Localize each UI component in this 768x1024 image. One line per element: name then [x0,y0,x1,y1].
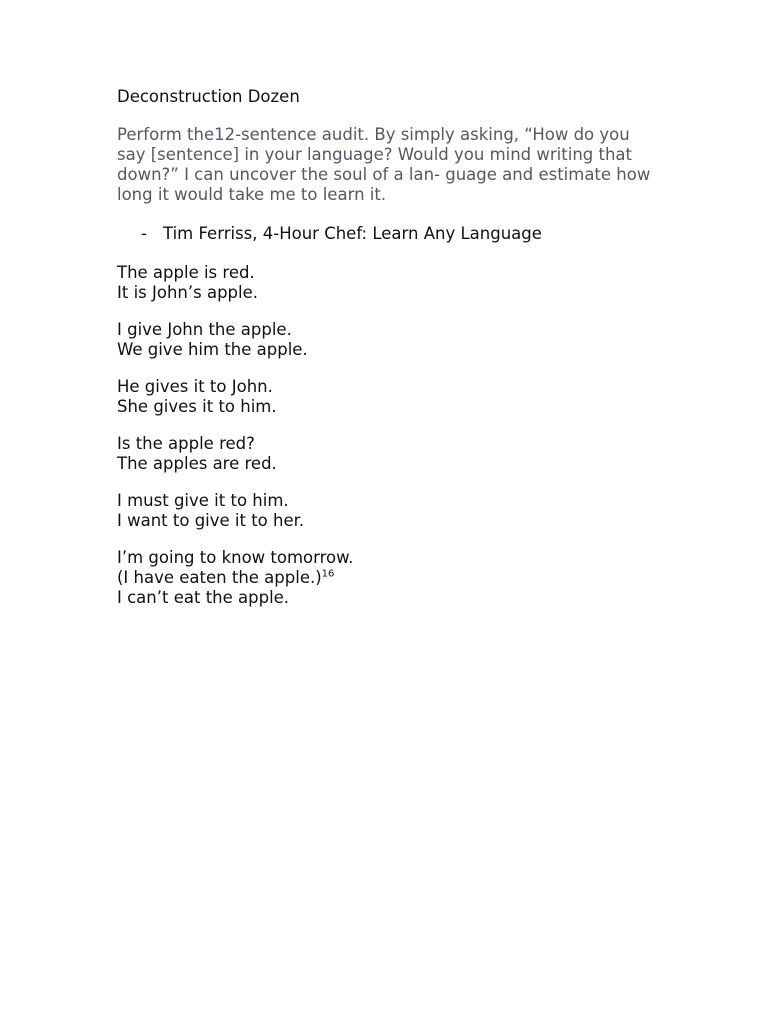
sentence: We give him the apple. [117,340,308,359]
sentence-group-3 [117,377,677,417]
sentence-group-5 [117,491,677,531]
sentence-group-4 [117,434,677,474]
footnote-marker: 16 [321,568,335,580]
sentence-group-6 [117,548,677,608]
sentence: Is the apple red? [117,434,255,453]
sentence: I must give it to him. [117,491,289,510]
sentence: He gives it to John. [117,377,273,396]
sentence-list [117,263,677,608]
sentence-group-2 [117,320,677,360]
sentence: I give John the apple. [117,320,292,339]
document-title: Deconstruction Dozen [117,87,300,106]
quote-paragraph: Perform the12-sentence audit. By simply asking, “How do you say [sentence] in your language? Would you mind writing that down?” I can uncover the soul of a lan- guage and estimate how long it would take me to learn it. [117,125,651,204]
sentence: The apples are red. [117,454,277,473]
attribution-dash: - [141,224,147,243]
sentence: She gives it to him. [117,397,277,416]
attribution-text: Tim Ferriss, 4-Hour Chef: Learn Any Language [163,224,542,243]
sentence: I’m going to know tomorrow. [117,548,354,567]
document-content [117,86,677,625]
sentence-text: (I have eaten the apple.) [117,568,322,587]
quote-attribution [141,223,677,245]
sentence: I want to give it to her. [117,511,305,530]
sentence-group-1 [117,263,677,303]
sentence-with-footnote [117,568,677,588]
sentence: The apple is red. [117,263,255,282]
sentence: I can’t eat the apple. [117,588,290,607]
sentence: It is John’s apple. [117,283,259,302]
